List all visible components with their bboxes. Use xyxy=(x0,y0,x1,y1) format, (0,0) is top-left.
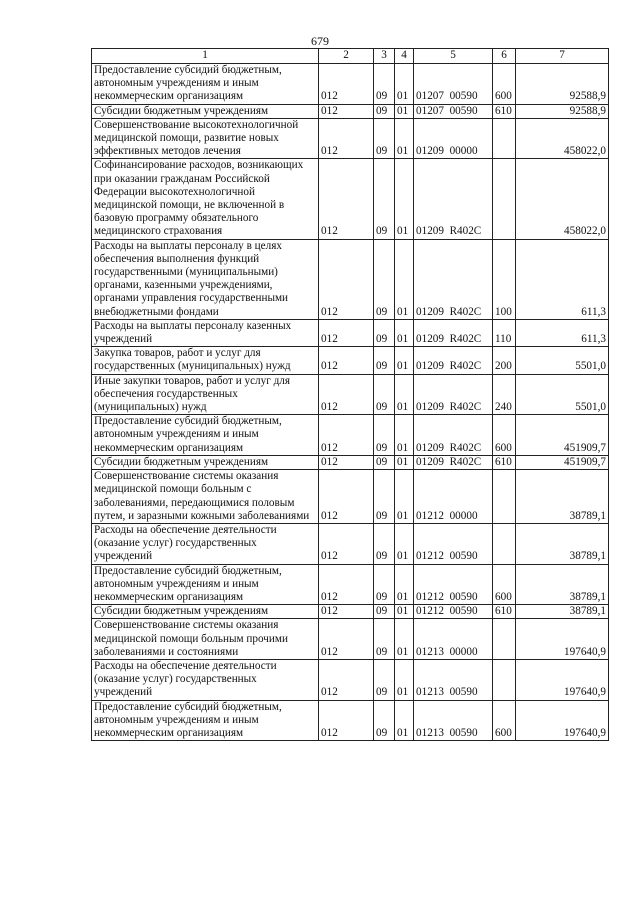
row-ministry-code: 012 xyxy=(319,374,374,415)
row-subsection-code: 01 xyxy=(395,470,414,524)
row-expense-type-code xyxy=(493,523,516,564)
row-expense-type-code: 600 xyxy=(493,700,516,741)
row-ministry-code: 012 xyxy=(319,159,374,239)
row-ministry-code: 012 xyxy=(319,523,374,564)
header-col-5: 5 xyxy=(414,49,493,64)
row-description: Расходы на выплаты персоналу в целях обеспечения выполнения функций государственными (муниципальными) органами, казенными учреждениями, органами управления государственными внебюджетными фондами xyxy=(92,239,319,319)
table-row xyxy=(92,104,609,118)
table-row xyxy=(92,470,609,524)
table-row xyxy=(92,700,609,741)
row-expense-type-code: 200 xyxy=(493,347,516,374)
table-row xyxy=(92,605,609,619)
row-ministry-code: 012 xyxy=(319,700,374,741)
row-subsection-code: 01 xyxy=(395,455,414,469)
row-amount: 197640,9 xyxy=(516,619,609,660)
row-expense-type-code xyxy=(493,619,516,660)
row-subsection-code: 01 xyxy=(395,659,414,700)
row-ministry-code: 012 xyxy=(319,118,374,159)
row-expense-type-code xyxy=(493,118,516,159)
table-row xyxy=(92,347,609,374)
row-target-article-code: 01209 R402C xyxy=(414,374,493,415)
row-subsection-code: 01 xyxy=(395,239,414,319)
row-ministry-code: 012 xyxy=(319,64,374,105)
row-expense-type-code: 600 xyxy=(493,415,516,456)
row-description: Субсидии бюджетным учреждениям xyxy=(92,605,319,619)
row-target-article-code: 01209 R402C xyxy=(414,239,493,319)
row-expense-type-code: 600 xyxy=(493,564,516,605)
row-description: Закупка товаров, работ и услуг для государственных (муниципальных) нужд xyxy=(92,347,319,374)
row-target-article-code: 01209 R402C xyxy=(414,159,493,239)
row-target-article-code: 01212 00590 xyxy=(414,523,493,564)
row-section-code: 09 xyxy=(374,659,395,700)
row-section-code: 09 xyxy=(374,523,395,564)
row-ministry-code: 012 xyxy=(319,605,374,619)
table-row xyxy=(92,374,609,415)
table-row xyxy=(92,118,609,159)
row-expense-type-code: 110 xyxy=(493,319,516,346)
row-amount: 5501,0 xyxy=(516,374,609,415)
row-section-code: 09 xyxy=(374,605,395,619)
row-description: Иные закупки товаров, работ и услуг для обеспечения государственных (муниципальных) нужд xyxy=(92,374,319,415)
row-amount: 458022,0 xyxy=(516,118,609,159)
row-ministry-code: 012 xyxy=(319,347,374,374)
row-expense-type-code: 100 xyxy=(493,239,516,319)
header-row xyxy=(92,49,609,64)
row-expense-type-code: 240 xyxy=(493,374,516,415)
row-ministry-code: 012 xyxy=(319,659,374,700)
table-row xyxy=(92,523,609,564)
table-row xyxy=(92,455,609,469)
row-ministry-code: 012 xyxy=(319,619,374,660)
row-expense-type-code xyxy=(493,159,516,239)
row-ministry-code: 012 xyxy=(319,564,374,605)
header-col-7: 7 xyxy=(516,49,609,64)
row-description: Предоставление субсидий бюджетным, автономным учреждениям и иным некоммерческим организациям xyxy=(92,700,319,741)
row-subsection-code: 01 xyxy=(395,619,414,660)
row-description: Предоставление субсидий бюджетным, автономным учреждениям и иным некоммерческим организациям xyxy=(92,64,319,105)
row-subsection-code: 01 xyxy=(395,415,414,456)
row-amount: 451909,7 xyxy=(516,415,609,456)
row-subsection-code: 01 xyxy=(395,700,414,741)
row-section-code: 09 xyxy=(374,415,395,456)
row-section-code: 09 xyxy=(374,64,395,105)
row-ministry-code: 012 xyxy=(319,104,374,118)
row-section-code: 09 xyxy=(374,700,395,741)
row-ministry-code: 012 xyxy=(319,319,374,346)
row-description: Субсидии бюджетным учреждениям xyxy=(92,455,319,469)
row-description: Совершенствование системы оказания медицинской помощи больным с заболеваниями, передающимися половым путем, и заразными кожными заболеваниями xyxy=(92,470,319,524)
row-section-code: 09 xyxy=(374,564,395,605)
row-amount: 611,3 xyxy=(516,319,609,346)
row-subsection-code: 01 xyxy=(395,159,414,239)
row-target-article-code: 01209 00000 xyxy=(414,118,493,159)
row-section-code: 09 xyxy=(374,455,395,469)
table-row xyxy=(92,659,609,700)
row-amount: 458022,0 xyxy=(516,159,609,239)
row-amount: 92588,9 xyxy=(516,104,609,118)
row-section-code: 09 xyxy=(374,118,395,159)
row-subsection-code: 01 xyxy=(395,347,414,374)
row-description: Расходы на обеспечение деятельности (оказание услуг) государственных учреждений xyxy=(92,523,319,564)
row-target-article-code: 01212 00590 xyxy=(414,564,493,605)
row-amount: 38789,1 xyxy=(516,470,609,524)
table-row xyxy=(92,415,609,456)
header-col-4: 4 xyxy=(395,49,414,64)
row-target-article-code: 01209 R402C xyxy=(414,347,493,374)
row-amount: 197640,9 xyxy=(516,659,609,700)
row-expense-type-code: 600 xyxy=(493,64,516,105)
page-number: 679 xyxy=(311,34,329,48)
row-section-code: 09 xyxy=(374,374,395,415)
row-description: Предоставление субсидий бюджетным, автономным учреждениям и иным некоммерческим организациям xyxy=(92,415,319,456)
row-subsection-code: 01 xyxy=(395,104,414,118)
row-amount: 611,3 xyxy=(516,239,609,319)
row-ministry-code: 012 xyxy=(319,239,374,319)
row-description: Софинансирование расходов, возникающих при оказании гражданам Российской Федерации высокотехнологичной медицинской помощи, не включенной в базовую программу обязательного медицинского страхования xyxy=(92,159,319,239)
row-target-article-code: 01207 00590 xyxy=(414,104,493,118)
row-subsection-code: 01 xyxy=(395,118,414,159)
row-target-article-code: 01212 00000 xyxy=(414,470,493,524)
row-description: Расходы на выплаты персоналу казенных учреждений xyxy=(92,319,319,346)
row-amount: 38789,1 xyxy=(516,523,609,564)
row-amount: 38789,1 xyxy=(516,605,609,619)
row-section-code: 09 xyxy=(374,347,395,374)
row-expense-type-code: 610 xyxy=(493,605,516,619)
row-subsection-code: 01 xyxy=(395,564,414,605)
row-description: Предоставление субсидий бюджетным, автономным учреждениям и иным некоммерческим организациям xyxy=(92,564,319,605)
row-ministry-code: 012 xyxy=(319,415,374,456)
row-description: Субсидии бюджетным учреждениям xyxy=(92,104,319,118)
row-section-code: 09 xyxy=(374,619,395,660)
row-expense-type-code xyxy=(493,470,516,524)
row-amount: 5501,0 xyxy=(516,347,609,374)
row-target-article-code: 01209 R402C xyxy=(414,319,493,346)
row-target-article-code: 01213 00590 xyxy=(414,700,493,741)
row-subsection-code: 01 xyxy=(395,605,414,619)
header-col-3: 3 xyxy=(374,49,395,64)
table-row xyxy=(92,619,609,660)
row-subsection-code: 01 xyxy=(395,319,414,346)
row-amount: 92588,9 xyxy=(516,64,609,105)
row-target-article-code: 01213 00590 xyxy=(414,659,493,700)
row-target-article-code: 01209 R402C xyxy=(414,415,493,456)
row-section-code: 09 xyxy=(374,159,395,239)
row-section-code: 09 xyxy=(374,470,395,524)
row-description: Совершенствование системы оказания медицинской помощи больным прочими заболеваниями и состояниями xyxy=(92,619,319,660)
row-section-code: 09 xyxy=(374,239,395,319)
row-target-article-code: 01207 00590 xyxy=(414,64,493,105)
row-target-article-code: 01213 00000 xyxy=(414,619,493,660)
row-amount: 197640,9 xyxy=(516,700,609,741)
header-col-6: 6 xyxy=(493,49,516,64)
header-col-2: 2 xyxy=(319,49,374,64)
row-amount: 451909,7 xyxy=(516,455,609,469)
table-row xyxy=(92,319,609,346)
row-subsection-code: 01 xyxy=(395,374,414,415)
row-target-article-code: 01209 R402C xyxy=(414,455,493,469)
table-row xyxy=(92,564,609,605)
table-row xyxy=(92,159,609,239)
row-amount: 38789,1 xyxy=(516,564,609,605)
row-target-article-code: 01212 00590 xyxy=(414,605,493,619)
budget-table xyxy=(91,48,609,741)
row-section-code: 09 xyxy=(374,104,395,118)
row-ministry-code: 012 xyxy=(319,470,374,524)
row-section-code: 09 xyxy=(374,319,395,346)
row-subsection-code: 01 xyxy=(395,523,414,564)
row-expense-type-code xyxy=(493,659,516,700)
row-ministry-code: 012 xyxy=(319,455,374,469)
row-description: Расходы на обеспечение деятельности (оказание услуг) государственных учреждений xyxy=(92,659,319,700)
row-subsection-code: 01 xyxy=(395,64,414,105)
header-col-1: 1 xyxy=(92,49,319,64)
table-row xyxy=(92,64,609,105)
table-row xyxy=(92,239,609,319)
row-expense-type-code: 610 xyxy=(493,455,516,469)
row-expense-type-code: 610 xyxy=(493,104,516,118)
row-description: Совершенствование высокотехнологичной медицинской помощи, развитие новых эффективных методов лечения xyxy=(92,118,319,159)
